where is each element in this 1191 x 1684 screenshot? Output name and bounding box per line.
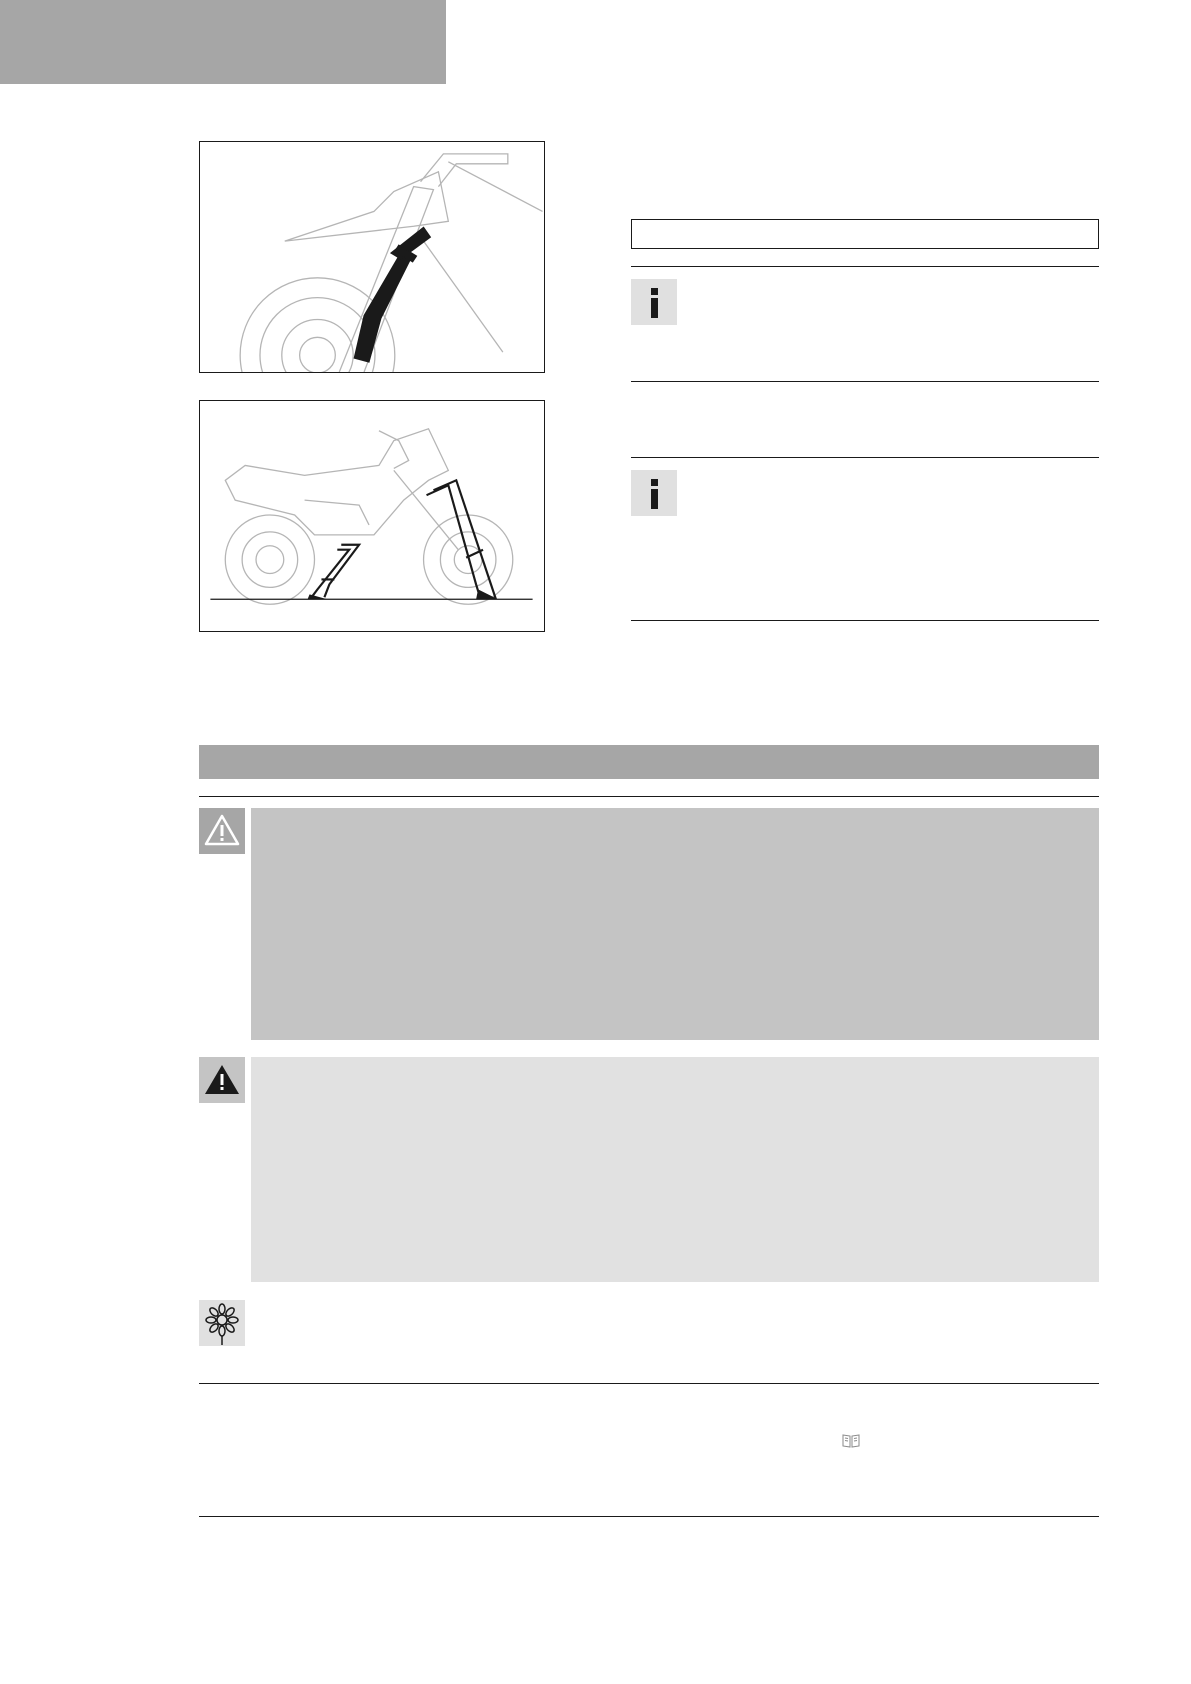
warning-triangle-icon [199,1057,245,1103]
divider-line [199,796,1099,797]
book-reference-icon[interactable] [842,1433,860,1449]
header-tab [0,0,446,84]
info-icon [631,279,677,325]
divider-line [631,620,1099,621]
flower-environment-icon [199,1300,245,1346]
outlined-box [631,219,1099,249]
danger-notice-panel [251,808,1099,1040]
divider-line [631,266,1099,267]
front-fork-strap-illustration [199,141,545,373]
divider-line [631,381,1099,382]
section-heading-bar [199,745,1099,779]
info-icon [631,470,677,516]
divider-line [199,1516,1099,1517]
danger-warning-triangle-icon [199,808,245,854]
divider-line [199,1383,1099,1384]
divider-line [631,457,1099,458]
motorcycle-tied-down-illustration [199,400,545,632]
warning-notice-panel [251,1057,1099,1282]
